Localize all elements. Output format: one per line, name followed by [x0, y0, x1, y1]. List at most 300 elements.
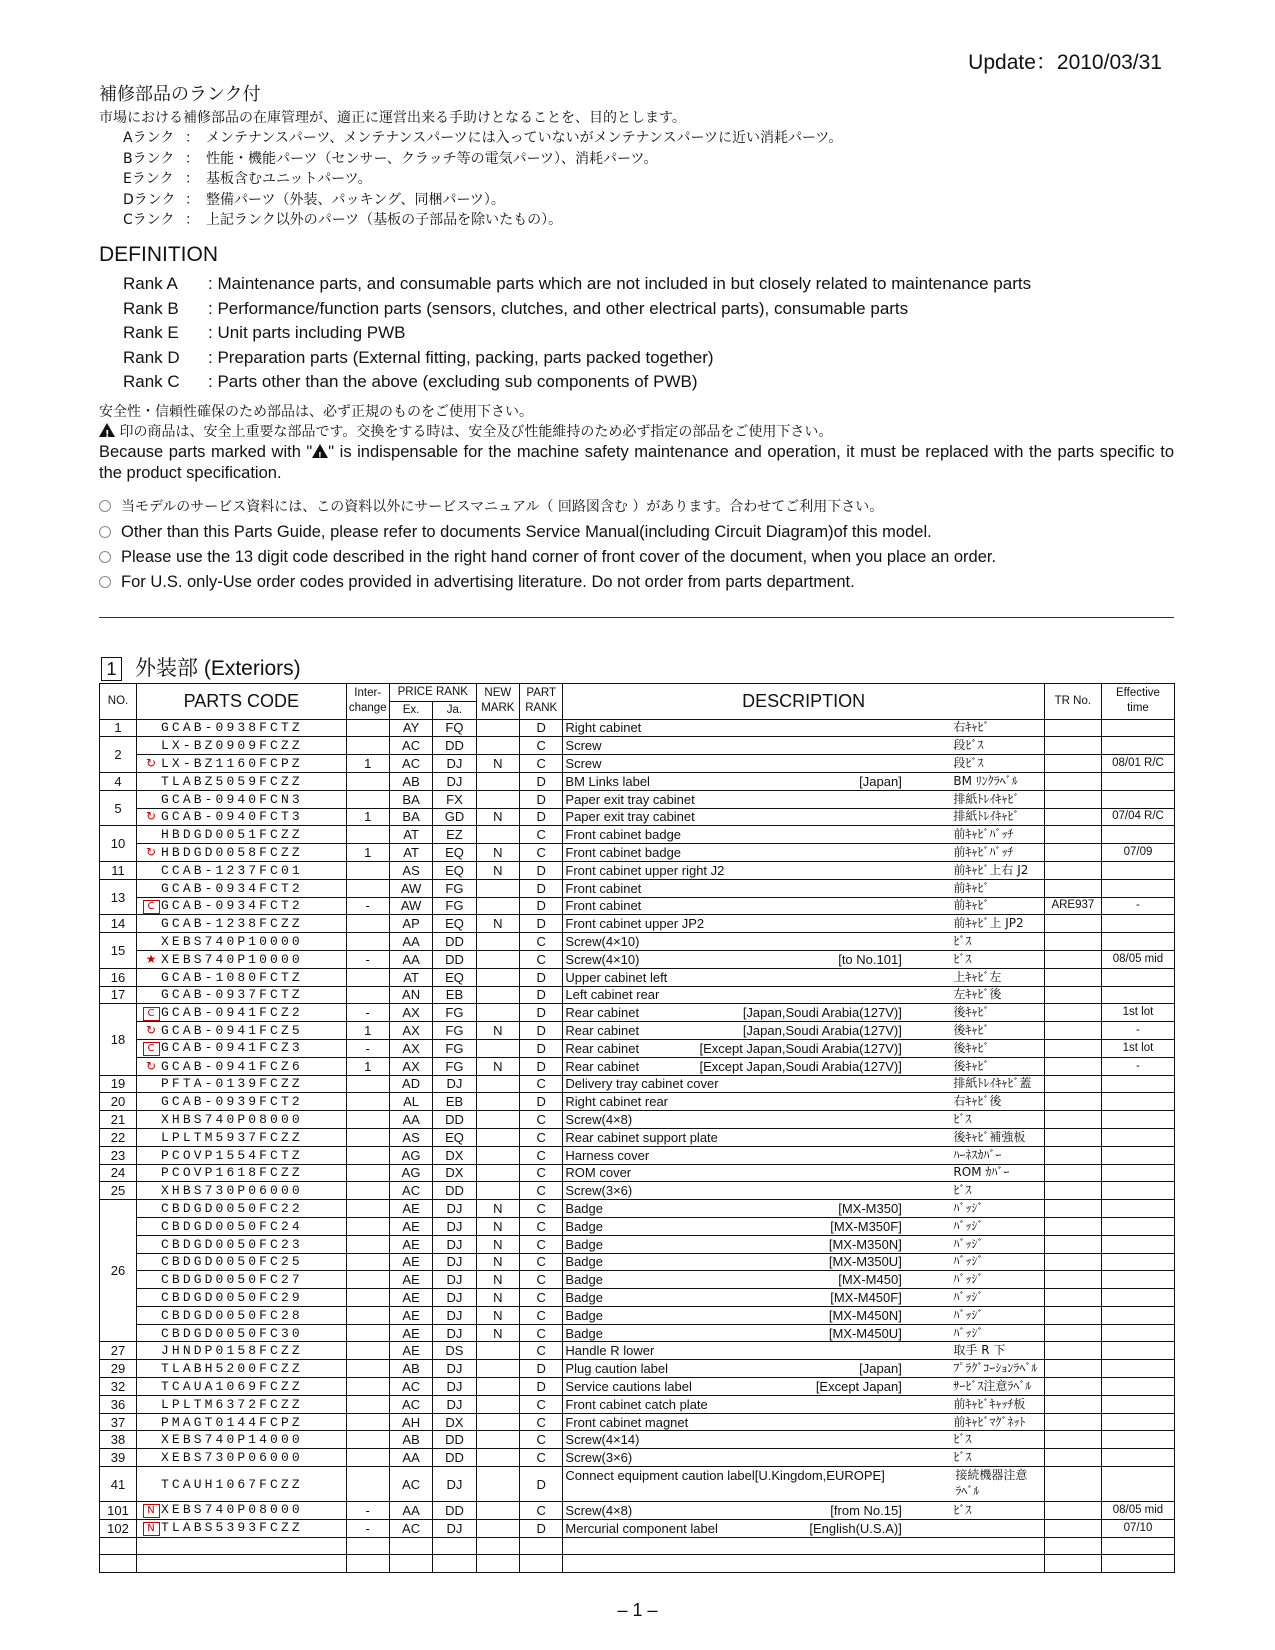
definition-item: Rank C : Parts other than the above (excluding sub components of PWB): [123, 372, 698, 391]
cell-description: Front cabinet badge 前ｷｬﾋﾞﾊﾞｯﾁ: [563, 844, 1044, 862]
change-mark-icon: N: [141, 1502, 161, 1518]
table-row: [100, 1075, 1175, 1093]
warning-triangle-icon: [312, 444, 328, 458]
cell-description: Badge [MX-M350N] ﾊﾞｯｼﾞ: [563, 1235, 1044, 1253]
cell-tr-no: [1044, 1289, 1101, 1307]
cell-tr-no: [1044, 1128, 1101, 1146]
cell-price-ex: AS: [389, 861, 432, 879]
cell-effective-time: [1101, 1360, 1174, 1378]
empty-cell: [100, 1537, 137, 1555]
cell-new-mark: N: [476, 844, 519, 862]
table-row: [100, 986, 1175, 1004]
cell-interchange: [346, 1164, 389, 1182]
cell-no: 26: [100, 1200, 137, 1342]
jp-rank-item: Bランク ： 性能・機能パーツ（センサー、クラッチ等の電気パーツ）、消耗パーツ。: [123, 150, 658, 167]
cell-tr-no: [1044, 1413, 1101, 1431]
header-no: NO.: [100, 684, 137, 720]
table-row: [100, 1128, 1175, 1146]
cell-tr-no: [1044, 1075, 1101, 1093]
cell-new-mark: [476, 950, 519, 968]
header-price-ex: Ex.: [389, 701, 432, 719]
cell-tr-no: [1044, 1395, 1101, 1413]
cell-parts-code: GCAB-0934FCT2: [137, 879, 346, 897]
cell-parts-code: GCAB-1238FCZZ: [137, 915, 346, 933]
cell-new-mark: N: [476, 861, 519, 879]
cell-description: Badge [MX-M450N] ﾊﾞｯｼﾞ: [563, 1306, 1044, 1324]
page-number: – 1 –: [617, 1600, 658, 1620]
cell-parts-code: PCOVP1554FCTZ: [137, 1146, 346, 1164]
table-row-empty: [100, 1555, 1175, 1573]
cell-price-ex: AD: [389, 1075, 432, 1093]
cell-price-ex: AC: [389, 1378, 432, 1396]
cell-price-ja: FG: [433, 1004, 476, 1022]
table-row: [100, 1431, 1175, 1449]
cell-new-mark: N: [476, 1217, 519, 1235]
cell-part-rank: C: [520, 737, 563, 755]
cell-parts-code: GCAB-0937FCTZ: [137, 986, 346, 1004]
cell-price-ja: DJ: [433, 1217, 476, 1235]
cell-tr-no: [1044, 1022, 1101, 1040]
cell-effective-time: [1101, 719, 1174, 737]
header-price-rank: PRICE RANK: [389, 684, 476, 702]
cell-interchange: [346, 1217, 389, 1235]
cell-description: Right cabinet rear 右ｷｬﾋﾞ後: [563, 1093, 1044, 1111]
change-mark-icon: ↻: [146, 809, 157, 824]
cell-new-mark: [476, 1378, 519, 1396]
cell-description: Front cabinet 前ｷｬﾋﾞ: [563, 879, 1044, 897]
cell-no: 102: [100, 1519, 137, 1537]
cell-price-ja: DJ: [433, 1253, 476, 1271]
cell-effective-time: [1101, 1449, 1174, 1467]
cell-interchange: [346, 1395, 389, 1413]
cell-interchange: -: [346, 897, 389, 915]
change-mark-icon: ↻: [146, 756, 157, 771]
cell-new-mark: [476, 1128, 519, 1146]
cell-price-ja: DJ: [433, 755, 476, 773]
cell-no: 18: [100, 1004, 137, 1075]
cell-part-rank: C: [520, 1502, 563, 1520]
table-row: [100, 1146, 1175, 1164]
cell-effective-time: [1101, 1253, 1174, 1271]
cell-part-rank: C: [520, 1146, 563, 1164]
cell-parts-code: XEBS740P14000: [137, 1431, 346, 1449]
cell-effective-time: [1101, 1324, 1174, 1342]
cell-part-rank: C: [520, 1449, 563, 1467]
cell-effective-time: [1101, 1093, 1174, 1111]
definition-title: DEFINITION: [99, 243, 218, 266]
change-mark-icon: ↻: [146, 845, 157, 860]
cell-effective-time: [1101, 1289, 1174, 1307]
cell-price-ex: AE: [389, 1253, 432, 1271]
cell-parts-code: CBDGD0050FC27: [137, 1271, 346, 1289]
cell-part-rank: C: [520, 1200, 563, 1218]
cell-description: Badge [MX-M450] ﾊﾞｯｼﾞ: [563, 1271, 1044, 1289]
section-name: 外装部 (Exteriors): [135, 657, 301, 680]
cell-new-mark: [476, 897, 519, 915]
cell-description: Service cautions label [Except Japan] ｻｰﾋﾞｽ注意ﾗﾍﾞﾙ: [563, 1378, 1044, 1396]
cell-effective-time: [1101, 1413, 1174, 1431]
cell-parts-code: C GCAB-0934FCT2: [137, 897, 346, 915]
cell-tr-no: [1044, 808, 1101, 826]
cell-price-ex: AW: [389, 879, 432, 897]
cell-no: 19: [100, 1075, 137, 1093]
empty-cell: [346, 1555, 389, 1573]
cell-interchange: -: [346, 1502, 389, 1520]
cell-tr-no: [1044, 915, 1101, 933]
table-row: [100, 1342, 1175, 1360]
empty-cell: [476, 1537, 519, 1555]
cell-effective-time: -: [1101, 1022, 1174, 1040]
cell-interchange: [346, 1182, 389, 1200]
cell-price-ja: GD: [433, 808, 476, 826]
cell-part-rank: D: [520, 1057, 563, 1075]
cell-no: 10: [100, 826, 137, 862]
cell-part-rank: C: [520, 1395, 563, 1413]
cell-description: Screw(4×14) ﾋﾞｽ: [563, 1431, 1044, 1449]
safety-line-1: 安全性・信頼性確保のため部品は、必ず正規のものをご使用下さい。: [99, 404, 533, 420]
cell-price-ja: FQ: [433, 719, 476, 737]
cell-parts-code: C GCAB-0941FCZ2: [137, 1004, 346, 1022]
cell-interchange: [346, 1289, 389, 1307]
cell-description: Screw(4×10) ﾋﾞｽ: [563, 933, 1044, 951]
cell-price-ja: FG: [433, 1022, 476, 1040]
table-row: [100, 1413, 1175, 1431]
cell-new-mark: [476, 1182, 519, 1200]
update-date: Update：2010/03/31: [968, 51, 1162, 74]
cell-part-rank: C: [520, 1128, 563, 1146]
cell-price-ex: AB: [389, 772, 432, 790]
bullet-circle-icon: [99, 551, 111, 563]
cell-parts-code: CBDGD0050FC30: [137, 1324, 346, 1342]
cell-interchange: -: [346, 1004, 389, 1022]
cell-price-ex: AA: [389, 933, 432, 951]
cell-no: 37: [100, 1413, 137, 1431]
cell-part-rank: D: [520, 1467, 563, 1502]
cell-no: 101: [100, 1502, 137, 1520]
cell-tr-no: [1044, 1235, 1101, 1253]
table-row: [100, 1022, 1175, 1040]
cell-price-ex: AX: [389, 1022, 432, 1040]
cell-part-rank: D: [520, 808, 563, 826]
cell-parts-code: TLABH5200FCZZ: [137, 1360, 346, 1378]
cell-price-ja: DJ: [433, 1467, 476, 1502]
empty-cell: [476, 1555, 519, 1573]
cell-part-rank: D: [520, 1378, 563, 1396]
cell-price-ja: DJ: [433, 1200, 476, 1218]
cell-new-mark: N: [476, 1289, 519, 1307]
empty-cell: [1044, 1555, 1101, 1573]
header-effective-time: Effective time: [1101, 684, 1174, 720]
cell-no: 5: [100, 790, 137, 826]
cell-price-ex: AG: [389, 1146, 432, 1164]
definition-item: Rank E : Unit parts including PWB: [123, 323, 406, 342]
cell-part-rank: C: [520, 1289, 563, 1307]
table-row: [100, 790, 1175, 808]
cell-tr-no: [1044, 1324, 1101, 1342]
header-new-mark: NEW MARK: [476, 684, 519, 720]
cell-price-ex: AE: [389, 1271, 432, 1289]
cell-description: Badge [MX-M350U] ﾊﾞｯｼﾞ: [563, 1253, 1044, 1271]
cell-parts-code: PMAGT0144FCPZ: [137, 1413, 346, 1431]
cell-price-ja: DJ: [433, 1378, 476, 1396]
cell-description: Front cabinet upper right J2 前ｷｬﾋﾞ上右 J2: [563, 861, 1044, 879]
cell-effective-time: [1101, 968, 1174, 986]
cell-effective-time: [1101, 861, 1174, 879]
cell-parts-code: ↻ GCAB-0940FCT3: [137, 808, 346, 826]
cell-no: 22: [100, 1128, 137, 1146]
cell-interchange: [346, 1146, 389, 1164]
table-row: [100, 933, 1175, 951]
cell-tr-no: [1044, 790, 1101, 808]
cell-price-ex: AY: [389, 719, 432, 737]
cell-no: 2: [100, 737, 137, 773]
cell-description: Screw(3×6) ﾋﾞｽ: [563, 1182, 1044, 1200]
cell-new-mark: [476, 1467, 519, 1502]
cell-effective-time: [1101, 1111, 1174, 1129]
cell-description: Front cabinet magnet 前ｷｬﾋﾞﾏｸﾞﾈｯﾄ: [563, 1413, 1044, 1431]
empty-cell: [520, 1555, 563, 1573]
cell-description: Left cabinet rear 左ｷｬﾋﾞ後: [563, 986, 1044, 1004]
cell-effective-time: [1101, 1146, 1174, 1164]
cell-new-mark: [476, 986, 519, 1004]
cell-price-ex: AT: [389, 968, 432, 986]
cell-price-ex: AE: [389, 1324, 432, 1342]
cell-price-ja: DX: [433, 1164, 476, 1182]
empty-cell: [563, 1537, 1044, 1555]
cell-parts-code: JHNDP0158FCZZ: [137, 1342, 346, 1360]
cell-new-mark: [476, 1004, 519, 1022]
cell-price-ex: AT: [389, 844, 432, 862]
cell-interchange: [346, 1360, 389, 1378]
cell-tr-no: [1044, 1467, 1101, 1502]
cell-new-mark: [476, 1519, 519, 1537]
cell-price-ex: AA: [389, 1449, 432, 1467]
cell-interchange: [346, 1306, 389, 1324]
cell-tr-no: [1044, 1182, 1101, 1200]
cell-price-ex: AE: [389, 1235, 432, 1253]
cell-parts-code: TCAUA1069FCZZ: [137, 1378, 346, 1396]
cell-effective-time: [1101, 1395, 1174, 1413]
cell-price-ex: AA: [389, 1111, 432, 1129]
change-mark-icon: N: [141, 1520, 161, 1536]
table-row: [100, 1093, 1175, 1111]
cell-description: Rear cabinet [Except Japan,Soudi Arabia(127V)] 後ｷｬﾋﾞ: [563, 1039, 1044, 1057]
cell-tr-no: [1044, 1306, 1101, 1324]
divider: [99, 617, 1174, 618]
table-row: [100, 1111, 1175, 1129]
cell-parts-code: HBDGD0051FCZZ: [137, 826, 346, 844]
cell-tr-no: [1044, 950, 1101, 968]
cell-new-mark: N: [476, 1306, 519, 1324]
cell-part-rank: D: [520, 861, 563, 879]
cell-interchange: [346, 1111, 389, 1129]
empty-cell: [1044, 1537, 1101, 1555]
cell-price-ex: AE: [389, 1200, 432, 1218]
cell-part-rank: C: [520, 1324, 563, 1342]
table-row-empty: [100, 1537, 1175, 1555]
cell-effective-time: [1101, 933, 1174, 951]
cell-price-ja: EQ: [433, 915, 476, 933]
cell-interchange: [346, 1235, 389, 1253]
table-row: [100, 1360, 1175, 1378]
change-mark-icon: ↻: [146, 1058, 157, 1073]
cell-part-rank: C: [520, 1431, 563, 1449]
cell-part-rank: C: [520, 1306, 563, 1324]
table-row: [100, 1502, 1175, 1520]
cell-interchange: [346, 1413, 389, 1431]
cell-effective-time: [1101, 737, 1174, 755]
empty-cell: [346, 1537, 389, 1555]
cell-tr-no: [1044, 861, 1101, 879]
cell-part-rank: C: [520, 826, 563, 844]
cell-price-ja: DS: [433, 1342, 476, 1360]
cell-interchange: [346, 826, 389, 844]
table-row: [100, 844, 1175, 862]
cell-interchange: [346, 1253, 389, 1271]
cell-price-ex: AE: [389, 1217, 432, 1235]
cell-no: 1: [100, 719, 137, 737]
cell-no: 4: [100, 772, 137, 790]
table-row: [100, 968, 1175, 986]
jp-rank-item: Aランク ： メンテナンスパーツ、メンテナンスパーツには入っていないがメンテナンスパーツに近い消耗パーツ。: [123, 130, 843, 146]
cell-interchange: -: [346, 1519, 389, 1537]
cell-part-rank: D: [520, 879, 563, 897]
cell-description: Front cabinet catch plate 前ｷｬﾋﾞｷｬｯﾁ板: [563, 1395, 1044, 1413]
cell-description: Front cabinet badge 前ｷｬﾋﾞﾊﾞｯﾁ: [563, 826, 1044, 844]
cell-tr-no: [1044, 1342, 1101, 1360]
table-row: [100, 1271, 1175, 1289]
change-mark-icon: C: [141, 1040, 161, 1056]
cell-price-ja: DD: [433, 1502, 476, 1520]
cell-effective-time: [1101, 826, 1174, 844]
safety-notice-jp: [99, 402, 1174, 442]
cell-parts-code: CBDGD0050FC28: [137, 1306, 346, 1324]
cell-tr-no: [1044, 755, 1101, 773]
cell-no: 25: [100, 1182, 137, 1200]
cell-new-mark: [476, 1075, 519, 1093]
cell-parts-code: GCAB-0940FCN3: [137, 790, 346, 808]
table-row: [100, 1235, 1175, 1253]
cell-effective-time: [1101, 772, 1174, 790]
cell-effective-time: [1101, 1467, 1174, 1502]
cell-description: Paper exit tray cabinet 排紙ﾄﾚｲｷｬﾋﾞ: [563, 808, 1044, 826]
table-row: [100, 1289, 1175, 1307]
cell-price-ja: DJ: [433, 772, 476, 790]
cell-price-ja: FG: [433, 897, 476, 915]
cell-new-mark: [476, 879, 519, 897]
table-row: [100, 1306, 1175, 1324]
cell-description: Plug caution label [Japan] ﾌﾟﾗｸﾞｺｰｼｮﾝﾗﾍﾞﾙ: [563, 1360, 1044, 1378]
cell-price-ex: BA: [389, 790, 432, 808]
cell-interchange: [346, 1075, 389, 1093]
cell-tr-no: ARE937: [1044, 897, 1101, 915]
cell-no: 15: [100, 933, 137, 969]
cell-no: 13: [100, 879, 137, 915]
cell-tr-no: [1044, 1431, 1101, 1449]
cell-price-ex: AC: [389, 755, 432, 773]
cell-price-ja: FG: [433, 1057, 476, 1075]
table-row: [100, 1324, 1175, 1342]
safety-line-2: ! 印の商品は、安全上重要な部品です。交換をする時は、安全及び性能維持のため必ず指定の部品をご使用下さい。: [99, 422, 1174, 442]
cell-interchange: -: [346, 1039, 389, 1057]
cell-part-rank: C: [520, 950, 563, 968]
empty-cell: [563, 1555, 1044, 1573]
cell-interchange: [346, 915, 389, 933]
header-tr-no: TR No.: [1044, 684, 1101, 720]
cell-new-mark: N: [476, 808, 519, 826]
cell-price-ex: AC: [389, 1182, 432, 1200]
cell-tr-no: [1044, 933, 1101, 951]
cell-no: 14: [100, 915, 137, 933]
cell-part-rank: C: [520, 1075, 563, 1093]
cell-effective-time: [1101, 1378, 1174, 1396]
cell-tr-no: [1044, 968, 1101, 986]
cell-description: Screw(4×8) ﾋﾞｽ: [563, 1111, 1044, 1129]
header-price-ja: Ja.: [433, 701, 476, 719]
cell-effective-time: [1101, 790, 1174, 808]
table-row: [100, 1004, 1175, 1022]
table-row: [100, 915, 1175, 933]
cell-new-mark: [476, 772, 519, 790]
table-row: [100, 1395, 1175, 1413]
cell-effective-time: 07/09: [1101, 844, 1174, 862]
cell-effective-time: [1101, 1075, 1174, 1093]
cell-price-ex: AA: [389, 1502, 432, 1520]
table-row: [100, 950, 1175, 968]
cell-price-ja: EB: [433, 986, 476, 1004]
cell-price-ja: DJ: [433, 1395, 476, 1413]
cell-price-ex: AC: [389, 1395, 432, 1413]
safety-notice-en: Because parts marked with "! " is indispensable for the machine safety maintenance and operation, it must be replaced with the parts specific to the product specification.: [99, 442, 1174, 484]
cell-new-mark: [476, 1395, 519, 1413]
cell-new-mark: [476, 968, 519, 986]
cell-effective-time: [1101, 1235, 1174, 1253]
cell-new-mark: [476, 1431, 519, 1449]
cell-effective-time: 1st lot: [1101, 1004, 1174, 1022]
cell-parts-code: CBDGD0050FC29: [137, 1289, 346, 1307]
cell-description: Rear cabinet [Except Japan,Soudi Arabia(127V)] 後ｷｬﾋﾞ: [563, 1057, 1044, 1075]
cell-tr-no: [1044, 879, 1101, 897]
cell-parts-code: TCAUH1067FCZZ: [137, 1467, 346, 1502]
cell-new-mark: [476, 737, 519, 755]
cell-part-rank: C: [520, 1164, 563, 1182]
cell-price-ex: AC: [389, 1519, 432, 1537]
table-row: [100, 1467, 1175, 1502]
cell-new-mark: N: [476, 915, 519, 933]
cell-effective-time: [1101, 1342, 1174, 1360]
note-item: Other than this Parts Guide, please refer to documents Service Manual(including Circuit Diagram)of this model.: [99, 520, 996, 545]
cell-part-rank: D: [520, 719, 563, 737]
cell-parts-code: CBDGD0050FC22: [137, 1200, 346, 1218]
cell-new-mark: [476, 1039, 519, 1057]
cell-price-ex: AC: [389, 737, 432, 755]
cell-description: Screw(3×6) ﾋﾞｽ: [563, 1449, 1044, 1467]
cell-price-ja: DD: [433, 1431, 476, 1449]
cell-parts-code: ↻ LX-BZ1160FCPZ: [137, 755, 346, 773]
cell-new-mark: N: [476, 755, 519, 773]
cell-description: Connect equipment caution label[U.Kingdom,EUROPE] 接続機器注意 ﾗﾍﾞﾙ: [563, 1467, 1044, 1502]
cell-part-rank: D: [520, 1360, 563, 1378]
cell-price-ex: AX: [389, 1057, 432, 1075]
cell-interchange: [346, 1093, 389, 1111]
jp-rank-item: Dランク ： 整備パーツ（外装、パッキング、同梱パーツ）。: [123, 191, 505, 208]
cell-price-ja: DD: [433, 1182, 476, 1200]
cell-effective-time: [1101, 1182, 1174, 1200]
cell-no: 20: [100, 1093, 137, 1111]
section-number: 1: [101, 657, 122, 681]
cell-price-ja: DJ: [433, 1271, 476, 1289]
cell-interchange: 1: [346, 808, 389, 826]
